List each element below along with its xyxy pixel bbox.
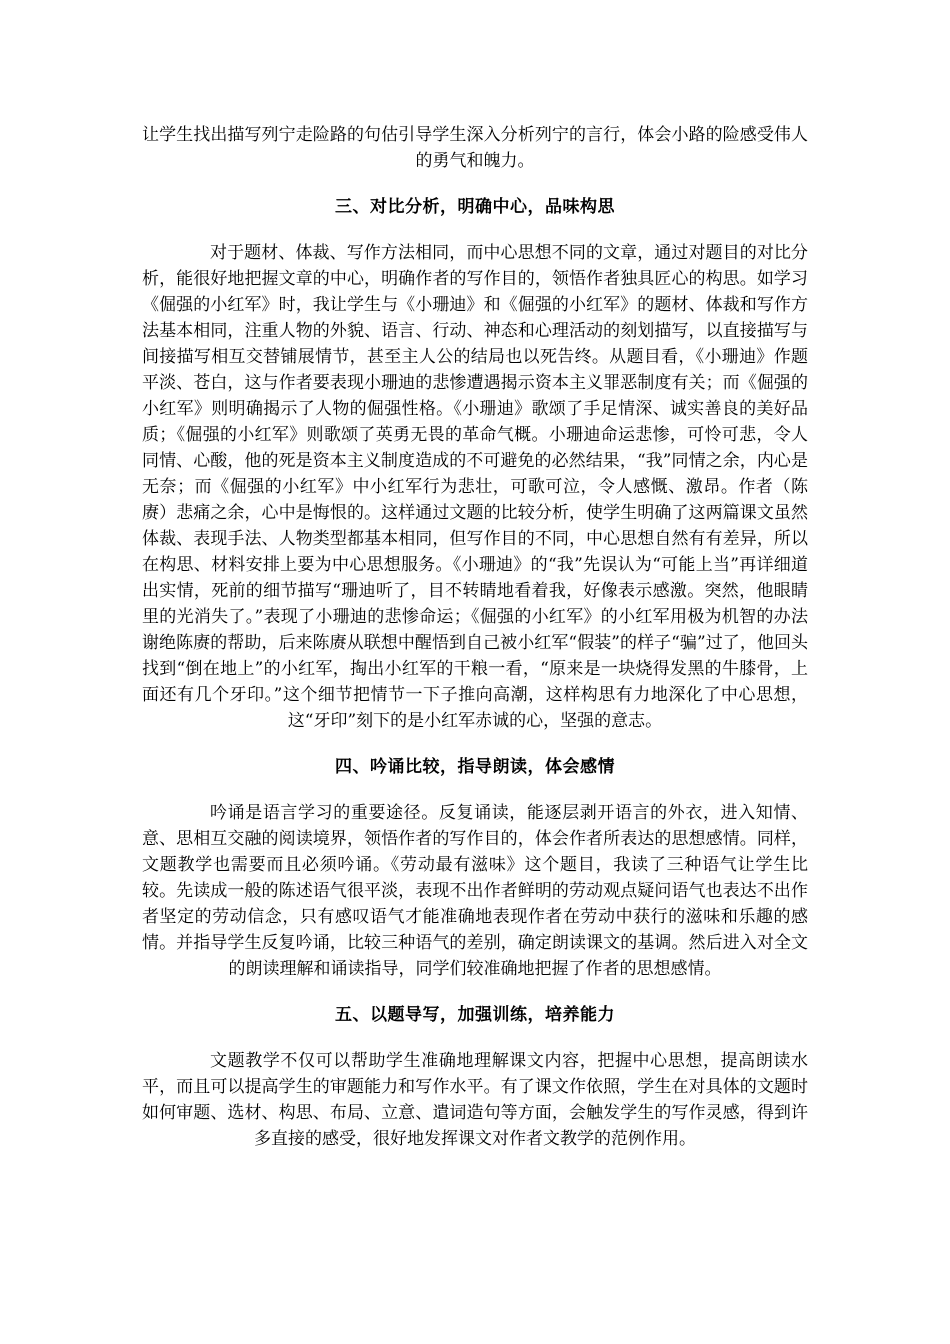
section-paragraph-4: 吟诵是语言学习的重要途径。反复诵读，能逐层剥开语言的外衣，进入知情、意、思相互交融的阅读境界，领悟作者的写作目的，体会作者所表达的思想感情。同样，文题教学也需要而且必须吟诵。《劳动最有滋味》这个题目，我读了三种语气让学生比较。先读成一般的陈述语气很平淡，表现不出作者鲜明的劳动观点疑问语气也表达不出作者坚定的劳动信念，只有感叹语气才能准确地表现作者在劳动中获行的滋味和乐趣的感情。并指导学生反复吟诵，比较三种语气的差别，确定朗读课文的基调。然后进入对全文的朗读理解和诵读指导，同学们较准确地把握了作者的思想感情。 bbox=[142, 803, 808, 979]
document-body bbox=[142, 122, 808, 1152]
section-heading-5: 五、以题导写，加强训练，培养能力 bbox=[335, 1005, 615, 1025]
section-heading-3: 三、对比分析，明确中心，品味构思 bbox=[335, 197, 615, 217]
spacer bbox=[142, 780, 808, 800]
spacer bbox=[142, 1028, 808, 1048]
section-paragraph-3: 对于题材、体裁、写作方法相同，而中心思想不同的文章，通过对题目的对比分析，能很好地把握文章的中心，明确作者的写作目的，领悟作者独具匠心的构思。如学习《倔强的小红军》时，我让学生与《小珊迪》和《倔强的小红军》的题材、体裁和写作方法基本相同，注重人物的外貌、语言、行动、神态和心理活动的刻划描写，以直接描写与间接描写相互交替铺展情节，甚至主人公的结局也以死告终。从题目看，《小珊迪》作题平淡、苍白，这与作者要表现小珊迪的悲惨遭遇揭示资本主义罪恶制度有关；而《倔强的小红军》则明确揭示了人物的倔强性格。《小珊迪》歌颂了手足情深、诚实善良的美好品质；《倔强的小红军》则歌颂了英勇无畏的革命气概。小珊迪命运悲惨，可怜可悲，令人同情、心酸，他的死是资本主义制度造成的不可避免的必然结果，“我”同情之余，内心是无奈；而《倔强的小红军》中小红军行为悲壮，可歌可泣，令人感慨、激昂。作者（陈赓）悲痛之余，心中是悔恨的。这样通过文题的比较分析，使学生明确了这两篇课文虽然体裁、表现手法、人物类型都基本相同，但写作目的不同，中心思想自然有有差异，所以在构思、材料安排上要为中心思想服务。《小珊迪》的“我”先误认为“可能上当”再详细道出实情，死前的细节描写“珊迪听了，目不转睛地看着我，好像表示感激。突然，他眼睛里的光消失了。”表现了小珊迪的悲惨命运；《倔强的小红军》的小红军用极为机智的办法谢绝陈赓的帮助，后来陈赓从联想中醒悟到自己被小红军“假装”的样子“骗”过了，他回头找到“倒在地上”的小红军，掏出小红军的干粮一看，“原来是一块烧得发黑的牛膝骨，上面还有几个牙印。”这个细节把情节一下子推向高潮，这样构思有力地深化了中心思想，这“牙印”刻下的是小红军赤诚的心，坚强的意志。 bbox=[142, 243, 808, 731]
section-heading-4: 四、吟诵比较，指导朗读，体会感情 bbox=[335, 757, 615, 777]
intro-paragraph: 让学生找出描写列宁走险路的句估引导学生深入分析列宁的言行，体会小路的险感受伟人的勇气和魄力。 bbox=[142, 125, 808, 171]
spacer bbox=[142, 982, 808, 1002]
spacer bbox=[142, 734, 808, 754]
spacer bbox=[142, 174, 808, 194]
section-paragraph-5: 文题教学不仅可以帮助学生准确地理解课文内容，把握中心思想，提高朗读水平，而且可以提高学生的审题能力和写作水平。有了课文作依照，学生在对具体的文题时如何审题、选材、构思、布局、立意、遣词造句等方面，会触发学生的写作灵感，得到许多直接的感受，很好地发挥课文对作者文教学的范例作用。 bbox=[142, 1051, 808, 1149]
spacer bbox=[142, 220, 808, 240]
